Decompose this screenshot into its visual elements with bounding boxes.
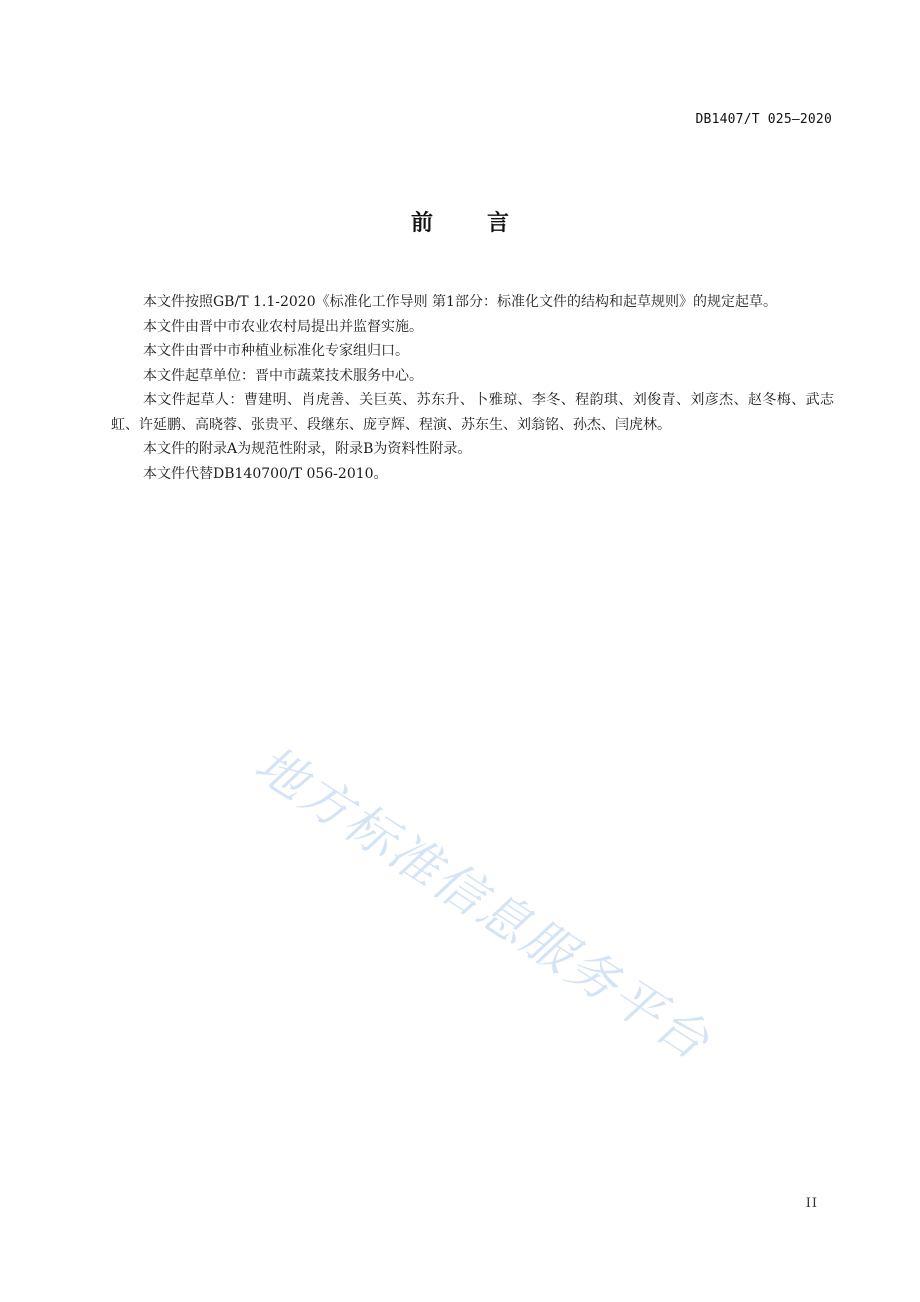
paragraph-centralized-unit: 本文件由晋中市种植业标准化专家组归口。 bbox=[143, 343, 409, 359]
foreword-body bbox=[111, 290, 834, 486]
page-title bbox=[0, 206, 920, 237]
title-char-2: 言 bbox=[487, 211, 510, 236]
paragraph-replaces: 本文件代替DB140700/T 056-2010。 bbox=[143, 465, 388, 482]
paragraph-drafting-basis: 本文件按照GB/T 1.1-2020《标准化工作导则 第1部分：标准化文件的结构和起草规则》的规定起草。 bbox=[143, 294, 777, 310]
paragraph-drafters: 本文件起草人：曹建明、肖虎善、关巨英、苏东升、卜雅琼、李冬、程韵琪、刘俊青、刘彦杰、赵冬梅、武志虹、许延鹏、高晓蓉、张贵平、段继东、庞亨辉、程演、苏东生、刘翁铭、孙杰、闫虎林。 bbox=[111, 392, 834, 433]
paragraph-drafting-unit: 本文件起草单位：晋中市蔬菜技术服务中心。 bbox=[143, 367, 423, 384]
watermark: 地方标准信息服务平台 bbox=[244, 734, 721, 1073]
page-number: II bbox=[805, 1196, 818, 1211]
document-code: DB1407/T 025—2020 bbox=[695, 112, 832, 127]
title-char-1: 前 bbox=[410, 211, 433, 236]
paragraph-appendices: 本文件的附录A为规范性附录，附录B为资料性附录。 bbox=[143, 441, 472, 457]
paragraph-proposer: 本文件由晋中市农业农村局提出并监督实施。 bbox=[143, 318, 423, 335]
